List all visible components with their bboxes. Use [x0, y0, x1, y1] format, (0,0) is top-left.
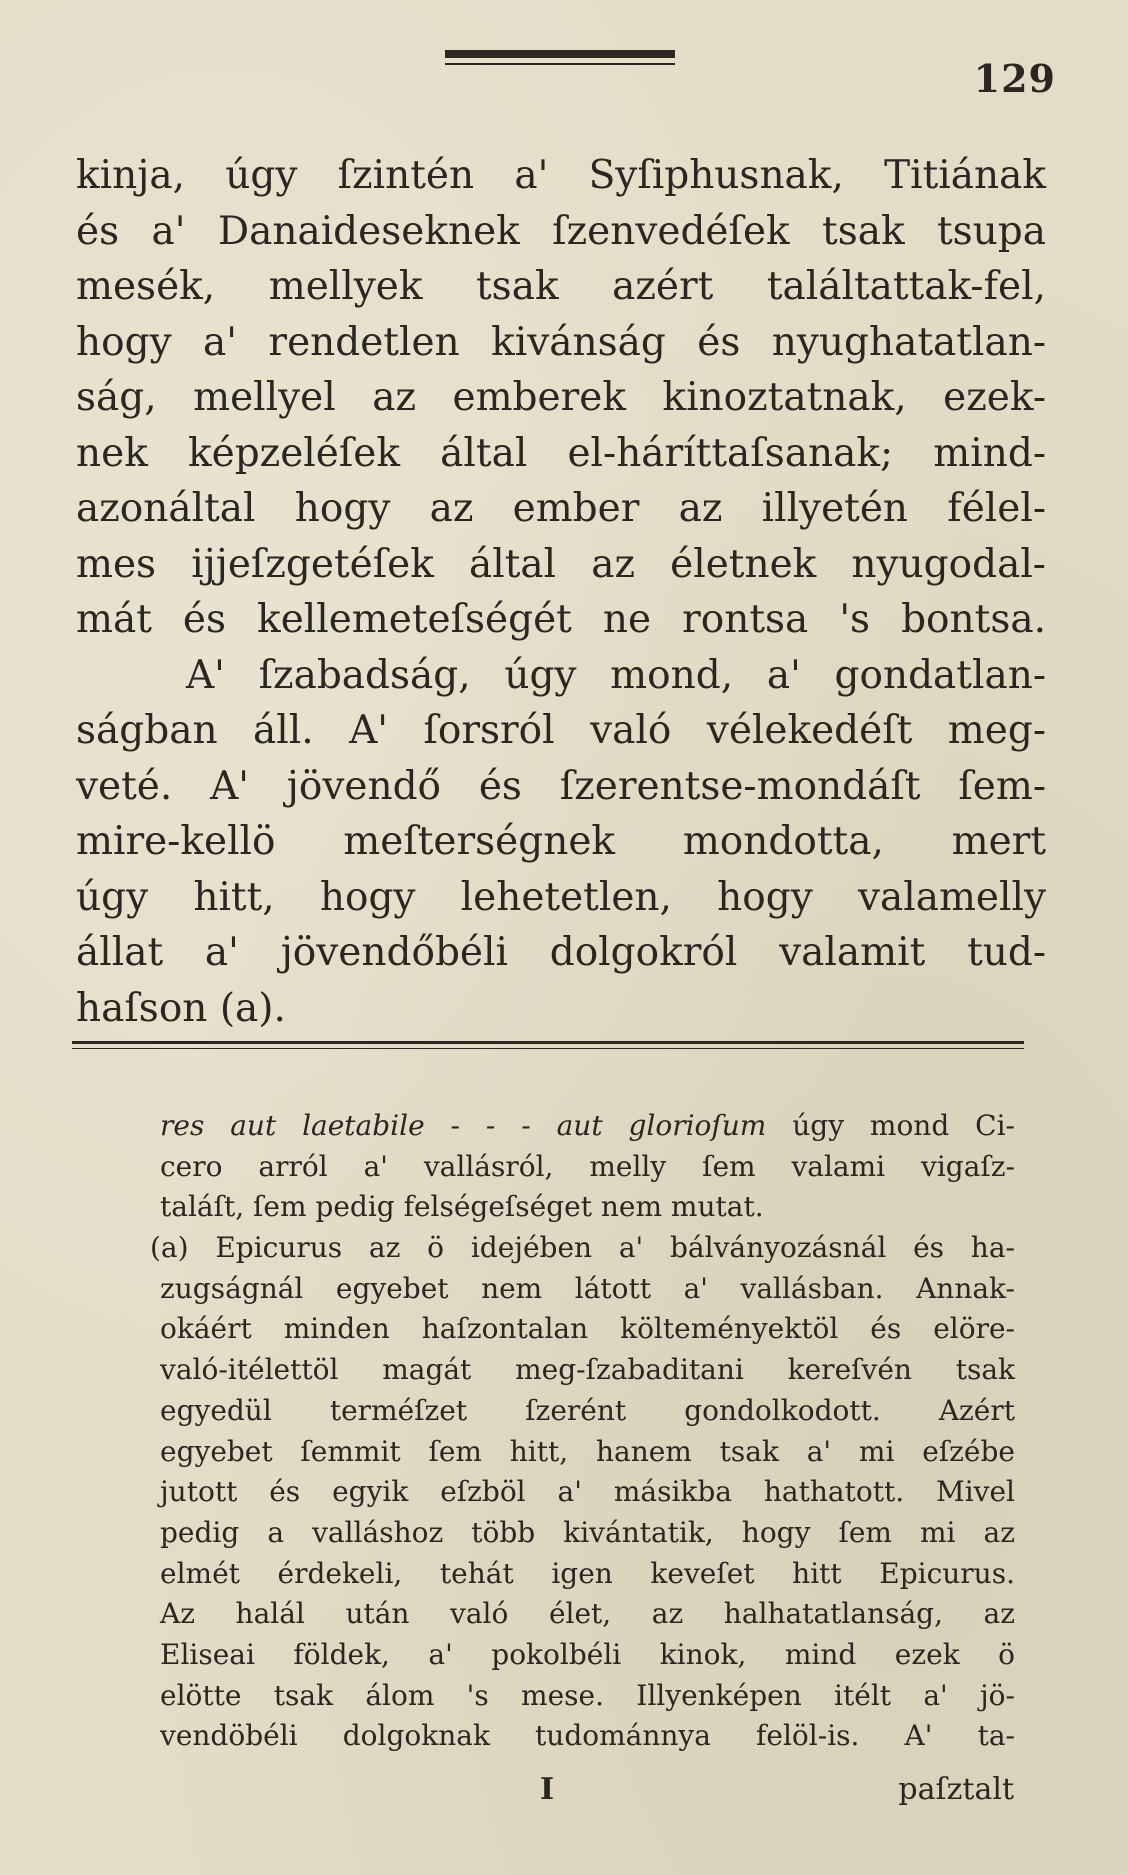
- footnote-line: Az halál után való élet, az halhatatlanság, az: [160, 1597, 1015, 1631]
- footnote-line: (a) Epicurus az ö idejében a' bálványozásnál és ha-: [150, 1231, 1015, 1265]
- main-text-line: mesék, mellyek tsak azért találtattak-fel,: [76, 264, 1046, 309]
- footnote-line: jutott és egyik eſzböl a' másikba hathatott. Mivel: [160, 1475, 1015, 1509]
- footnote-divider: [72, 1041, 1024, 1051]
- footnote-line: cero arról a' vallásról, melly ſem valami vigaſz-: [160, 1149, 1015, 1183]
- main-text-line: mát és kellemeteſségét ne rontsa 's bontsa.: [76, 597, 1046, 642]
- footnotes-block: [150, 1106, 1015, 1757]
- main-text-line: veté. A' jövendő és ſzerentse-mondáſt ſem-: [76, 763, 1046, 809]
- main-text-line: állat a' jövendőbéli dolgokról valamit tud-: [76, 930, 1046, 975]
- main-text-line: hogy a' rendetlen kivánság és nyughatatlan-: [76, 319, 1046, 365]
- footnote-line: okáért minden haſzontalan költeményektöl és elöre-: [160, 1312, 1015, 1346]
- main-text-block: [76, 148, 1046, 1036]
- footnote-line: pedig a valláshoz több kivántatik, hogy ſem mi az: [160, 1515, 1015, 1549]
- main-text-line: kinja, úgy ſzintén a' Syſiphusnak, Titiának: [76, 153, 1046, 198]
- footnote-line: elmét érdekeli, tehát igen keveſet hitt Epicurus.: [160, 1556, 1015, 1590]
- footnote-line: egyebet ſemmit ſem hitt, hanem tsak a' mi eſzébe: [160, 1434, 1015, 1468]
- footnote-line: [160, 1106, 1015, 1147]
- footnote-line: zugságnál egyebet nem látott a' vallásban. Annak-: [160, 1271, 1015, 1305]
- main-text-line: mire-kellö meſterségnek mondotta, mert: [76, 819, 1046, 864]
- main-text-line: ságban áll. A' ſorsról való vélekedéſt meg-: [76, 708, 1046, 753]
- footnote-line-rest: úgy mond Ci-: [766, 1109, 1015, 1142]
- main-text-line: nek képzeléſek által el-háríttaſsanak; mind-: [76, 430, 1046, 476]
- signature-mark: I: [540, 1772, 555, 1807]
- footnote-line: egyedül terméſzet ſzerént gondolkodott. Azért: [160, 1393, 1015, 1427]
- footnote-line: való-itélettöl magát meg-ſzabaditani kereſvén tsak: [160, 1353, 1015, 1387]
- page-number: 129: [973, 56, 1056, 101]
- main-text-line: és a' Danaideseknek ſzenvedéſek tsak tsupa: [76, 208, 1046, 254]
- header-ornament: [445, 50, 675, 70]
- divider-thin-rule: [72, 1048, 1024, 1049]
- main-text-line: mes ijjeſzgetéſek által az életnek nyugodal-: [76, 541, 1046, 587]
- footnote-line: Eliseai földek, a' pokolbéli kinok, mind ezek ö: [160, 1637, 1015, 1671]
- divider-thick-rule: [72, 1041, 1024, 1044]
- main-text-line: úgy hitt, hogy lehetetlen, hogy valamelly: [76, 874, 1046, 920]
- header-ornament-bar: [445, 50, 675, 58]
- main-text-line: azonáltal hogy az ember az illyetén félel-: [76, 486, 1046, 531]
- footnote-latin-quote: res aut laetabile - - - aut glorioſum: [160, 1109, 767, 1142]
- footnote-line: elötte tsak álom 's mese. Illyenképen itélt a' jö-: [160, 1678, 1015, 1712]
- catchword: paſztalt: [898, 1772, 1014, 1807]
- main-text-line: A' ſzabadság, úgy mond, a' gondatlan-: [186, 652, 1046, 698]
- footnote-line: vendöbéli dolgoknak tudománnya felöl-is. A' ta-: [160, 1719, 1015, 1753]
- footnote-line: taláſt, ſem pedig felségeſséget nem mutat.: [160, 1190, 764, 1224]
- main-text-line: ság, mellyel az emberek kinoztatnak, ezek-: [76, 375, 1046, 420]
- main-text-line: haſson (a).: [76, 985, 286, 1031]
- header-ornament-rule: [445, 63, 675, 65]
